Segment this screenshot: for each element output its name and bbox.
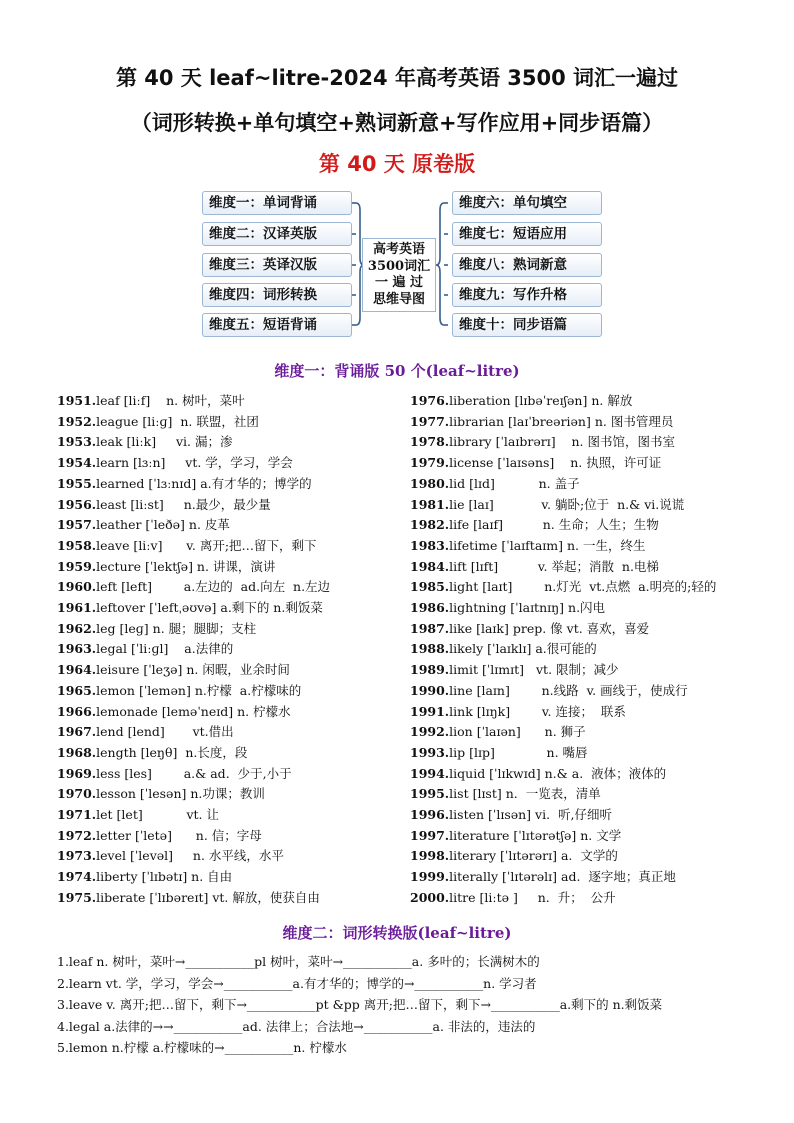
entry-word: life [laɪf]	[449, 517, 503, 533]
entry-definition: vt. 让	[142, 807, 219, 822]
vocab-entry	[57, 785, 265, 803]
entry-word: lemon [ˈlemən]	[96, 682, 191, 698]
entry-definition: n.最少，最少量	[163, 496, 271, 512]
entry-word: lesson [ˈlesən]	[96, 786, 187, 802]
entry-definition: n. 树叶，菜叶	[150, 393, 245, 408]
entry-word: lion [ˈlaɪən]	[449, 724, 521, 740]
entry-word: library [ˈlaɪbrərɪ]	[449, 434, 556, 450]
entry-word: leak [liːk]	[96, 434, 157, 450]
entry-number: 1959.	[57, 558, 97, 574]
vocab-entry	[57, 496, 271, 514]
exercise-item: 5.lemon n.柠檬 a.柠檬味的→___________n. 柠檬水	[57, 1040, 347, 1055]
vocab-entry	[57, 744, 247, 762]
vocab-entry	[410, 496, 684, 514]
entry-number: 1998.	[410, 848, 450, 864]
entry-definition: n. 文学	[576, 827, 622, 843]
vocab-entry	[57, 558, 275, 576]
entry-definition: v. 躺卧;位于 n.& vi.说谎	[493, 496, 685, 512]
entry-definition: n. 解放	[587, 393, 633, 408]
vocab-entry	[410, 703, 626, 721]
entry-number: 1997.	[410, 827, 450, 843]
entry-word: license [ˈlaɪsəns]	[449, 455, 555, 471]
entry-word: lie [laɪ]	[449, 496, 494, 512]
entry-word: litre [liːtə ]	[449, 889, 518, 905]
vocab-entry	[57, 413, 259, 431]
entry-definition: n. 一览表，清单	[501, 786, 601, 802]
entry-definition: n.长度，段	[177, 744, 248, 760]
entry-word: less [les]	[96, 765, 152, 781]
vocab-entry	[57, 516, 230, 534]
entry-number: 1965.	[57, 682, 97, 698]
entry-word: liberty [ˈlɪbətɪ]	[96, 869, 188, 885]
entry-definition: vi. 漏；渗	[156, 434, 233, 450]
mind-map-left-item: 维度五：短语背诵	[202, 313, 352, 337]
entry-definition: n. 狮子	[520, 724, 586, 740]
entry-number: 1977.	[410, 413, 450, 429]
entry-definition: a.法律的	[168, 641, 234, 657]
entry-definition: n.功课；教训	[186, 786, 265, 802]
mind-map-right-item: 维度八：熟词新意	[452, 253, 602, 277]
vocab-entry	[57, 620, 256, 638]
entry-definition: n. 皮革	[184, 517, 230, 533]
vocab-entry	[410, 620, 649, 638]
entry-number: 1961.	[57, 600, 97, 615]
entry-definition: n. 嘴唇	[494, 744, 588, 760]
entry-definition: a.剩下的 n.剩饭菜	[216, 600, 323, 615]
mind-map-center-line: 一 遍 过	[374, 275, 424, 290]
vocab-entry	[57, 578, 330, 596]
entry-definition: n.闪电	[564, 600, 606, 615]
entry-number: 1969.	[57, 765, 97, 781]
entry-number: 1954.	[57, 455, 97, 471]
vocab-entry	[410, 578, 716, 596]
vocab-entry	[410, 868, 676, 886]
entry-number: 1967.	[57, 724, 97, 740]
entry-number: 1992.	[410, 724, 450, 740]
entry-definition: n. 柠檬水	[233, 703, 291, 719]
vocab-entry	[410, 392, 632, 410]
entry-definition: v. 连接； 联系	[510, 703, 626, 719]
entry-number: 1981.	[410, 496, 450, 512]
entry-word: line [laɪn]	[449, 682, 510, 698]
vocab-entry	[410, 682, 688, 700]
entry-number: 1956.	[57, 496, 97, 512]
entry-definition: n.灯光 vt.点燃 a.明亮的;轻的	[512, 579, 717, 595]
entry-definition: a.& ad. 少于,小于	[151, 765, 292, 781]
vocab-entry	[57, 889, 320, 907]
entry-definition: a. 文学的	[556, 848, 618, 864]
entry-word: least [liːst]	[96, 496, 164, 512]
entry-number: 1982.	[410, 517, 450, 533]
vocab-entry	[57, 599, 323, 617]
entry-word: liberate [ˈlɪbəreɪt]	[96, 889, 209, 905]
entry-definition: n. 腿；腿脚；支柱	[148, 620, 257, 636]
entry-word: liquid [ˈlɪkwɪd]	[449, 765, 541, 781]
entry-number: 1988.	[410, 641, 450, 657]
mind-map-left-item: 维度三：英译汉版	[202, 253, 352, 277]
vocab-entry	[57, 433, 232, 451]
entry-number: 1968.	[57, 744, 97, 760]
vocab-entry	[57, 640, 233, 658]
entry-number: 1993.	[410, 744, 450, 760]
mind-map-right-item: 维度七：短语应用	[452, 222, 602, 246]
mind-map-left-item: 维度一：单词背诵	[202, 191, 352, 215]
entry-definition: vi. 听,仔细听	[531, 807, 612, 822]
vocab-entry	[410, 433, 675, 451]
entry-number: 1960.	[57, 579, 97, 595]
entry-definition: n. 升； 公升	[517, 889, 616, 905]
vocab-entry	[57, 392, 245, 410]
vocab-entry	[57, 682, 301, 700]
vocab-entry	[410, 599, 605, 617]
entry-number: 1958.	[57, 537, 97, 553]
document-subtitle: （词形转换+单句填空+熟词新意+写作应用+同步语篇）	[130, 111, 664, 135]
entry-word: lecture [ˈlektʃə]	[96, 558, 193, 574]
entry-definition: n. 水平线，水平	[173, 848, 284, 864]
entry-number: 1985.	[410, 579, 450, 595]
mind-map-center	[362, 238, 436, 312]
vocab-entry	[410, 558, 659, 576]
entry-word: limit [ˈlɪmɪt]	[449, 662, 525, 678]
entry-definition: a.很可能的	[531, 641, 597, 657]
entry-definition: n. 一生，终生	[563, 537, 646, 553]
entry-definition: vt. 解放，使获自由	[208, 889, 320, 905]
entry-word: let [let]	[96, 807, 143, 822]
mind-map	[0, 0, 794, 350]
entry-word: list [lɪst]	[449, 786, 502, 802]
entry-number: 1983.	[410, 537, 450, 553]
entry-number: 1973.	[57, 848, 97, 864]
exercise-item: 2.learn vt. 学，学习，学会→___________a.有才华的；博学的→___________n. 学习者	[57, 975, 537, 991]
entry-number: 1980.	[410, 475, 450, 491]
entry-number: 1976.	[410, 393, 450, 408]
mind-map-right-item: 维度十：同步语篇	[452, 313, 602, 337]
vocab-entry	[57, 847, 284, 865]
entry-number: 1955.	[57, 475, 97, 491]
mind-map-left-item: 维度四：词形转换	[202, 283, 352, 307]
vocab-entry	[57, 475, 312, 493]
entry-definition: n. 讲课，演讲	[192, 558, 276, 574]
entry-definition: n.线路 v. 画线于，使成行	[509, 682, 688, 698]
vocab-entry	[410, 847, 618, 865]
entry-number: 1964.	[57, 662, 97, 678]
entry-definition: prep. 像 vt. 喜欢，喜爱	[508, 620, 650, 636]
mind-map-center-line: 3500词汇	[367, 258, 431, 274]
entry-word: lemonade [leməˈneɪd]	[96, 703, 234, 719]
entry-definition: vt. 限制；减少	[524, 662, 619, 678]
exercise-item: 3.leave v. 离开;把…留下，剩下→___________pt &pp 离开;把…留下，剩下→___________a.剩下的 n.剩饭菜	[57, 997, 663, 1012]
entry-word: lift [lɪft]	[449, 558, 499, 574]
vocab-entry	[410, 661, 619, 679]
vocab-entry	[57, 868, 232, 886]
entry-word: leg [leɡ]	[96, 620, 149, 636]
entry-word: legal [ˈliːɡl]	[96, 641, 169, 657]
entry-number: 1987.	[410, 620, 450, 636]
section-title-recite: 维度一：背诵版 50 个(leaf~litre)	[274, 362, 520, 380]
entry-number: 1986.	[410, 600, 450, 615]
entry-number: 1957.	[57, 517, 97, 533]
entry-number: 1996.	[410, 807, 450, 822]
entry-number: 1994.	[410, 765, 450, 781]
entry-definition: a.左边的 ad.向左 n.左边	[151, 579, 331, 595]
vocab-entry	[410, 516, 659, 534]
vocab-entry	[410, 785, 601, 803]
vocab-entry	[410, 537, 646, 555]
entry-definition: n. 执照，许可证	[554, 455, 662, 471]
entry-word: level [ˈlevəl]	[96, 848, 174, 864]
exercise-item: 4.legal a.法律的→→___________ad. 法律上；合法地→___________a. 非法的，违法的	[57, 1018, 536, 1034]
entry-definition: n. 信；字母	[171, 827, 262, 843]
entry-definition: ad. 逐字地；真正地	[557, 869, 676, 885]
entry-word: literature [ˈlɪtərətʃə]	[449, 827, 577, 843]
vocab-entry	[410, 806, 612, 824]
entry-definition: n. 生命；人生；生物	[502, 517, 659, 533]
vocab-entry	[410, 454, 661, 472]
entry-definition: n.& a. 液体；液体的	[540, 765, 667, 781]
section-title-word-forms: 维度二：词形转换版(leaf~litre)	[282, 924, 512, 942]
entry-word: lend [lend]	[96, 724, 165, 740]
entry-word: likely [ˈlaɪklɪ]	[449, 641, 532, 657]
entry-word: lid [lɪd]	[449, 475, 495, 491]
entry-definition: v. 离开;把…留下，剩下	[162, 537, 317, 553]
vocab-entry	[410, 765, 666, 783]
entry-word: link [lɪŋk]	[449, 703, 511, 719]
entry-definition: n. 图书管理员	[590, 413, 674, 429]
vocab-entry	[410, 744, 588, 762]
entry-number: 1995.	[410, 786, 450, 802]
entry-definition: n.柠檬 a.柠檬味的	[190, 682, 302, 698]
entry-number: 1984.	[410, 558, 450, 574]
entry-number: 1978.	[410, 434, 450, 450]
mind-map-center-line: 高考英语	[372, 242, 425, 257]
mind-map-left-item: 维度二：汉译英版	[202, 222, 352, 246]
entry-number: 1966.	[57, 703, 97, 719]
entry-number: 1951.	[57, 393, 97, 408]
vocab-entry	[57, 661, 290, 679]
entry-word: librarian [laɪˈbreəriən]	[449, 413, 591, 429]
entry-word: length [leŋθ]	[96, 744, 178, 760]
edition-label: 第 40 天 原卷版	[318, 152, 476, 176]
entry-word: learn [lɜːn]	[96, 455, 166, 471]
vocab-entry	[57, 703, 291, 721]
entry-word: like [laɪk]	[449, 620, 509, 636]
entry-number: 1991.	[410, 703, 450, 719]
entry-word: lifetime [ˈlaɪftaɪm]	[449, 537, 564, 553]
entry-word: liberation [lɪbəˈreɪʃən]	[449, 393, 588, 408]
entry-number: 1971.	[57, 807, 97, 822]
entry-definition: n. 盖子	[494, 475, 580, 491]
entry-word: leftover [ˈleftˌəʊvə]	[96, 600, 217, 615]
entry-number: 1972.	[57, 827, 97, 843]
entry-definition: vt.借出	[164, 724, 234, 740]
vocab-entry	[410, 413, 673, 431]
entry-definition: vt. 学，学习，学会	[165, 455, 293, 471]
entry-word: leisure [ˈleʒə]	[96, 662, 183, 678]
entry-number: 1953.	[57, 434, 97, 450]
entry-definition: v. 举起；消散 n.电梯	[498, 558, 659, 574]
entry-definition: n. 自由	[187, 869, 233, 885]
entry-definition: a.有才华的；博学的	[196, 475, 312, 491]
entry-number: 1990.	[410, 682, 450, 698]
entry-number: 2000.	[410, 889, 450, 905]
entry-number: 1975.	[57, 889, 97, 905]
entry-word: lip [lɪp]	[449, 744, 495, 760]
document-title: 第 40 天 leaf~litre-2024 年高考英语 3500 词汇一遍过	[115, 66, 679, 90]
entry-word: leave [liːv]	[96, 537, 163, 553]
entry-word: literally [ˈlɪtərəlɪ]	[449, 869, 558, 885]
vocab-entry	[57, 723, 234, 741]
entry-number: 1963.	[57, 641, 97, 657]
entry-number: 1962.	[57, 620, 97, 636]
entry-word: league [liːɡ]	[96, 413, 173, 429]
vocab-entry	[57, 806, 219, 824]
entry-word: light [laɪt]	[449, 579, 513, 595]
exercise-item: 1.leaf n. 树叶，菜叶→___________pl 树叶，菜叶→___________a. 多叶的；长满树木的	[57, 954, 540, 969]
vocab-entry	[57, 454, 293, 472]
entry-word: literary [ˈlɪtərərɪ]	[449, 848, 557, 864]
mind-map-right-item: 维度九：写作升格	[452, 283, 602, 307]
entry-number: 1989.	[410, 662, 450, 678]
entry-definition: n. 闲暇，业余时间	[182, 662, 290, 678]
vocab-entry	[57, 537, 317, 555]
entry-word: letter [ˈletə]	[96, 827, 172, 843]
entry-word: left [left]	[96, 579, 152, 595]
vocab-entry	[410, 889, 616, 907]
entry-number: 1952.	[57, 413, 97, 429]
entry-number: 1979.	[410, 455, 450, 471]
entry-definition: n. 联盟，社团	[172, 413, 259, 429]
entry-word: learned [ˈlɜːnɪd]	[96, 475, 197, 491]
vocab-entry	[410, 475, 580, 493]
mind-map-right-item: 维度六：单句填空	[452, 191, 602, 215]
entry-word: listen [ˈlɪsən]	[449, 807, 532, 822]
entry-word: lightning [ˈlaɪtnɪŋ]	[449, 600, 565, 615]
vocab-entry	[410, 723, 586, 741]
vocab-entry	[57, 827, 262, 845]
entry-number: 1974.	[57, 869, 97, 885]
vocab-entry	[410, 640, 597, 658]
vocab-entry	[410, 827, 621, 845]
entry-number: 1970.	[57, 786, 97, 802]
entry-number: 1999.	[410, 869, 450, 885]
mind-map-center-line: 思维导图	[372, 291, 425, 307]
entry-word: leaf [liːf]	[96, 393, 151, 408]
entry-word: leather [ˈleðə]	[96, 517, 185, 533]
entry-definition: n. 图书馆，图书室	[555, 434, 675, 450]
vocab-entry	[57, 765, 292, 783]
